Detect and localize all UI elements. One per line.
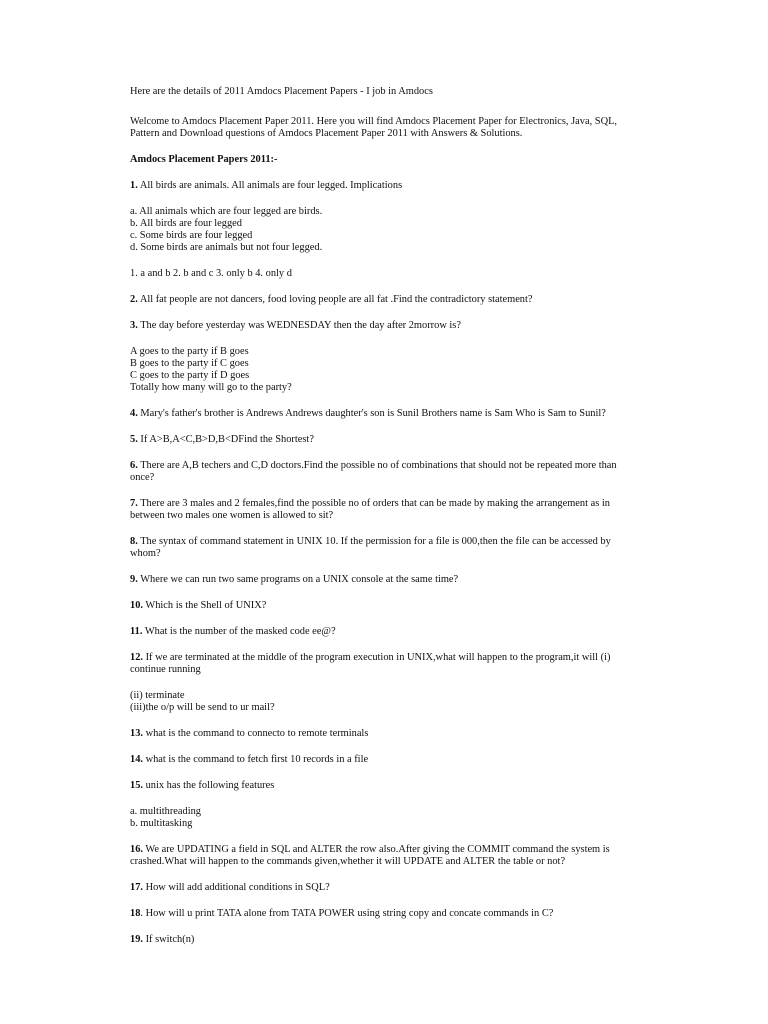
question-text: The day before yesterday was WEDNESDAY then the day after 2morrow is? bbox=[137, 320, 461, 331]
welcome-paragraph: Welcome to Amdocs Placement Paper 2011. Here you will find Amdocs Placement Paper for Electronics, Java, SQL, Pattern and Download questions of Amdocs Placement Paper 2011 with Answers & Solutions. bbox=[130, 116, 618, 139]
option-item: c. Some birds are four legged bbox=[130, 230, 253, 241]
question-text: Which is the Shell of UNIX? bbox=[143, 600, 267, 611]
question-number: 10. bbox=[130, 600, 143, 611]
question-text: Where we can run two same programs on a UNIX console at the same time? bbox=[137, 574, 459, 585]
question-8 bbox=[130, 536, 635, 560]
question-15-options bbox=[130, 806, 635, 830]
question-number: 13. bbox=[130, 728, 143, 739]
option-item: (ii) terminate bbox=[130, 690, 185, 701]
question-text: Mary's father's brother is Andrews Andrews daughter's son is Sunil Brothers name is Sam Who is Sam to Sunil? bbox=[137, 408, 606, 419]
question-3 bbox=[130, 320, 635, 332]
question-text: unix has the following features bbox=[143, 780, 275, 791]
intro-line: Here are the details of 2011 Amdocs Placement Papers - I job in Amdocs bbox=[130, 86, 433, 97]
option-item: a. multithreading bbox=[130, 806, 201, 817]
question-text: There are A,B techers and C,D doctors.Find the possible no of combinations that should not be repeated more than once? bbox=[130, 460, 617, 483]
question-14 bbox=[130, 754, 635, 766]
statement-line: C goes to the party if D goes bbox=[130, 370, 250, 381]
question-number: 9. bbox=[130, 574, 138, 585]
question-text: There are 3 males and 2 females,find the possible no of orders that can be made by making the arrangement as in between two males one women is allowed to sit? bbox=[130, 498, 610, 521]
question-number: 2. bbox=[130, 294, 138, 305]
question-12 bbox=[130, 652, 635, 676]
question-12-options bbox=[130, 690, 635, 714]
statement-line: B goes to the party if C goes bbox=[130, 358, 249, 369]
question-15 bbox=[130, 780, 635, 792]
question-number: 18 bbox=[130, 908, 141, 919]
question-text: How will add additional conditions in SQL? bbox=[143, 882, 330, 893]
question-text: We are UPDATING a field in SQL and ALTER the row also.After giving the COMMIT command the system is crashed.What will happen to the commands given,whether it will UPDATE and ALTER the table or not? bbox=[130, 844, 610, 867]
question-19 bbox=[130, 934, 635, 946]
question-5 bbox=[130, 434, 635, 446]
question-number: 14. bbox=[130, 754, 143, 765]
question-number: 5. bbox=[130, 434, 138, 445]
statement-line: Totally how many will go to the party? bbox=[130, 382, 292, 393]
party-statements bbox=[130, 346, 635, 394]
question-number: 15. bbox=[130, 780, 143, 791]
question-text: All birds are animals. All animals are four legged. Implications bbox=[137, 180, 403, 191]
question-number: 12. bbox=[130, 652, 143, 663]
statement-line: A goes to the party if B goes bbox=[130, 346, 249, 357]
question-text: what is the command to connecto to remote terminals bbox=[143, 728, 369, 739]
question-4 bbox=[130, 408, 635, 420]
question-16 bbox=[130, 844, 635, 868]
question-10 bbox=[130, 600, 635, 612]
question-13 bbox=[130, 728, 635, 740]
question-18 bbox=[130, 908, 635, 920]
question-number: 1. bbox=[130, 180, 138, 191]
question-number: 4. bbox=[130, 408, 138, 419]
question-text: If switch(n) bbox=[143, 934, 195, 945]
option-item: (iii)the o/p will be send to ur mail? bbox=[130, 702, 275, 713]
question-number: 11. bbox=[130, 626, 143, 637]
question-text: what is the command to fetch first 10 records in a file bbox=[143, 754, 369, 765]
question-number: 3. bbox=[130, 320, 138, 331]
option-item: a. All animals which are four legged are birds. bbox=[130, 206, 323, 217]
question-text: . How will u print TATA alone from TATA POWER using string copy and concate commands in C? bbox=[140, 908, 554, 919]
question-text: The syntax of command statement in UNIX 10. If the permission for a file is 000,then the file can be accessed by whom? bbox=[130, 536, 611, 559]
question-text: All fat people are not dancers, food loving people are all fat .Find the contradictory statement? bbox=[137, 294, 533, 305]
question-number: 19. bbox=[130, 934, 143, 945]
section-heading: Amdocs Placement Papers 2011:- bbox=[130, 154, 278, 165]
question-9 bbox=[130, 574, 635, 586]
question-text: What is the number of the masked code ee@? bbox=[142, 626, 336, 637]
question-number: 16. bbox=[130, 844, 143, 855]
question-number: 8. bbox=[130, 536, 138, 547]
question-number: 7. bbox=[130, 498, 138, 509]
option-item: b. All birds are four legged bbox=[130, 218, 242, 229]
question-11 bbox=[130, 626, 635, 638]
question-text: If A>B,A<C,B>D,B<DFind the Shortest? bbox=[137, 434, 314, 445]
option-item: b. multitasking bbox=[130, 818, 193, 829]
question-6 bbox=[130, 460, 635, 484]
document-body bbox=[130, 86, 635, 946]
question-7 bbox=[130, 498, 635, 522]
option-item: d. Some birds are animals but not four legged. bbox=[130, 242, 323, 253]
question-text: If we are terminated at the middle of the program execution in UNIX,what will happen to the program,it will (i) continue running bbox=[130, 652, 611, 675]
question-number: 6. bbox=[130, 460, 138, 471]
question-17 bbox=[130, 882, 635, 894]
question-1-options bbox=[130, 206, 635, 254]
question-1-answers: 1. a and b 2. b and c 3. only b 4. only d bbox=[130, 268, 292, 279]
question-1 bbox=[130, 180, 635, 192]
question-number: 17. bbox=[130, 882, 143, 893]
question-2 bbox=[130, 294, 635, 306]
